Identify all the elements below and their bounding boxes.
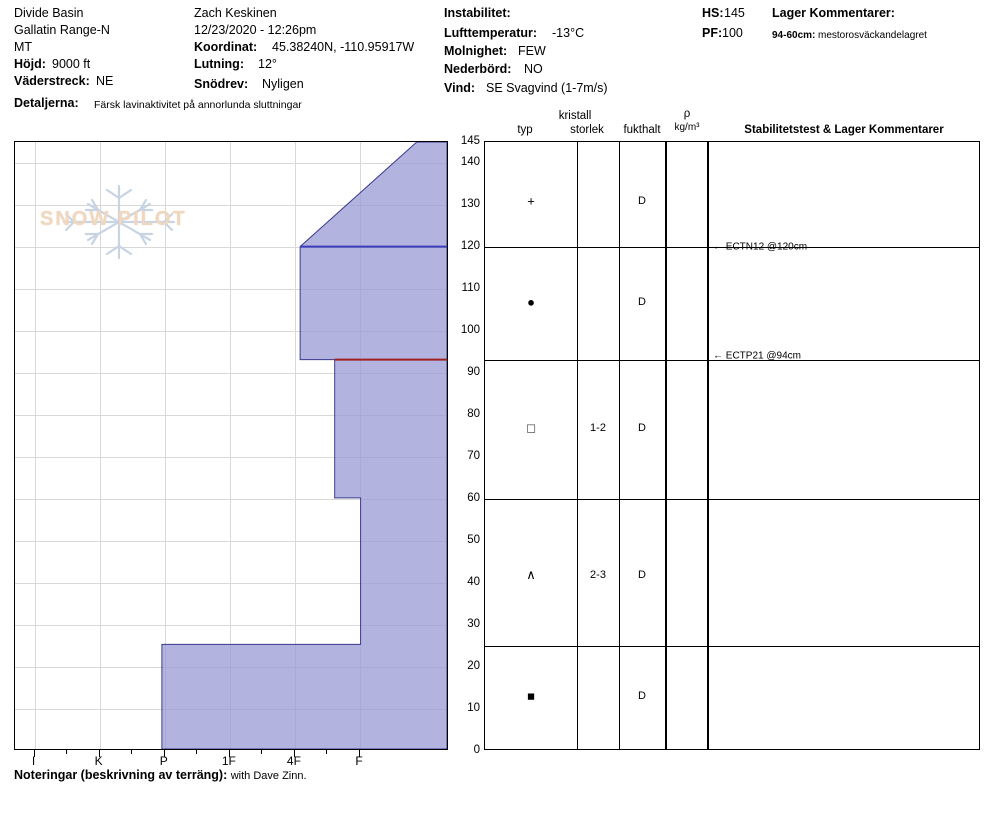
label-nederbord: Nederbörd: [444, 62, 512, 76]
hardness-area-path [162, 142, 447, 749]
grain-type-symbol: ● [527, 294, 535, 310]
stability-test-label [713, 351, 801, 362]
wetness-value: D [638, 421, 646, 434]
grain-type-symbol: □ [527, 420, 535, 436]
hardness-minor-tick [131, 750, 132, 754]
wetness-value: D [638, 295, 646, 308]
hardness-minor-tick [66, 750, 67, 754]
grain-type-symbol: + [527, 193, 535, 209]
depth-tick-label: 10 [467, 702, 480, 714]
hardness-axis-label: 1F [221, 754, 236, 768]
depth-tick-label: 90 [467, 366, 480, 378]
depth-tick-label: 70 [467, 450, 480, 462]
layer-row-separator [667, 499, 707, 500]
label-lufttemperatur: Lufttemperatur: [444, 26, 538, 40]
label-lager-kommentarer: Lager Kommentarer: [772, 6, 895, 20]
layer-row-separator [667, 646, 707, 647]
stability-test-label [713, 242, 807, 253]
mountain-range: Gallatin Range-N [14, 23, 110, 37]
stability-column [708, 141, 980, 750]
wetness-value: D [638, 690, 646, 703]
value-vaderstreck: NE [96, 74, 114, 88]
value-molnighet: FEW [518, 44, 546, 58]
depth-tick-label: 80 [467, 408, 480, 420]
hardness-axis-label: F [355, 754, 363, 768]
grain-type-symbol: ■ [527, 688, 535, 704]
layer-row-separator [485, 360, 665, 361]
col-header-fukthalt: fukthalt [623, 124, 661, 136]
hardness-axis-label: 4F [286, 754, 301, 768]
depth-tick-label: 120 [460, 240, 480, 252]
column-separator [577, 142, 578, 749]
value-hs: 145 [724, 6, 745, 20]
grain-size-value: 2-3 [590, 568, 606, 581]
col-header-storlek: storlek [570, 124, 604, 136]
value-lufttemperatur: -13°C [552, 26, 585, 40]
col-header-kristall: kristall [558, 110, 592, 122]
hardness-axis-label: K [94, 754, 103, 768]
depth-axis [448, 135, 484, 756]
grain-columns [484, 141, 666, 750]
depth-tick-label: 110 [461, 282, 480, 294]
layer-row-separator [485, 646, 665, 647]
layer-row-separator [667, 247, 707, 248]
label-detaljerna: Detaljerna: [14, 96, 79, 110]
label-molnighet: Molnighet: [444, 44, 508, 58]
value-pf: 100 [722, 26, 743, 40]
depth-tick-label: 60 [467, 492, 480, 504]
layer-row-separator [709, 646, 979, 647]
label-vaderstreck: Väderstreck: [14, 74, 90, 88]
wetness-value: D [638, 568, 646, 581]
logo-text: SNOW PILOT [40, 208, 187, 230]
col-header-rho: ρ [683, 108, 691, 120]
layer-row-separator [667, 360, 707, 361]
depth-tick-label: 20 [467, 660, 480, 672]
layer-comment-depth: 94-60cm: [772, 30, 816, 41]
state: MT [14, 40, 33, 54]
depth-tick-label: 50 [467, 534, 480, 546]
hardness-minor-tick [326, 750, 327, 754]
footer-notes [14, 768, 307, 782]
label-lutning: Lutning: [194, 57, 244, 71]
layer-row-separator [709, 499, 979, 500]
grain-size-value: 1-2 [590, 421, 606, 434]
footer-label: Noteringar (beskrivning av terräng): [14, 768, 228, 782]
observer-name: Zach Keskinen [194, 6, 277, 20]
value-snodrev: Nyligen [262, 77, 304, 91]
label-hs: HS: [702, 6, 724, 20]
label-koordinat: Koordinat: [194, 40, 258, 54]
hardness-minor-tick [196, 750, 197, 754]
col-header-stability: Stabilitetstest & Lager Kommentarer [744, 124, 944, 136]
label-snodrev: Snödrev: [194, 77, 249, 91]
stability-test-text: ECTN12 @120cm [725, 241, 808, 253]
value-vind: SE Svagvind (1-7m/s) [486, 81, 608, 95]
hardness-axis-label: I [31, 754, 36, 768]
label-hojd: Höjd: [14, 57, 46, 71]
value-koordinat: 45.38240N, -110.95917W [272, 40, 415, 54]
value-detaljerna: Färsk lavinaktivitet på annorlunda sluttningar [94, 99, 302, 111]
layer-row-separator [485, 499, 665, 500]
arrow-left-icon: ← [713, 350, 726, 362]
depth-tick-label: 100 [460, 324, 480, 336]
value-lutning: 12° [258, 57, 277, 71]
depth-tick-label: 30 [467, 618, 480, 630]
label-pf: PF: [702, 26, 723, 40]
depth-tick-label: 140 [460, 156, 480, 168]
grain-type-symbol: ∧ [526, 566, 536, 582]
layer-comment-text: mestorosväckandelagret [818, 30, 927, 41]
stability-test-text: ECTP21 @94cm [725, 350, 801, 362]
hardness-axis-label: P [159, 754, 168, 768]
layer-row-separator [485, 247, 665, 248]
depth-tick-label: 145 [460, 135, 480, 147]
label-instabilitet: Instabilitet: [444, 6, 511, 20]
col-header-typ: typ [517, 124, 533, 136]
location-name: Divide Basin [14, 6, 84, 20]
hardness-minor-tick [261, 750, 262, 754]
value-hojd: 9000 ft [52, 57, 91, 71]
depth-tick-label: 0 [473, 744, 480, 756]
depth-tick-label: 130 [460, 198, 480, 210]
depth-tick-label: 40 [467, 576, 480, 588]
footer-text: with Dave Zinn. [230, 770, 307, 782]
wetness-value: D [638, 194, 646, 207]
column-separator [619, 142, 620, 749]
arrow-left-icon: ← [713, 241, 726, 253]
col-header-rho-units: kg/m³ [674, 122, 700, 133]
density-column [666, 141, 708, 750]
label-vind: Vind: [444, 81, 476, 95]
observation-datetime: 12/23/2020 - 12:26pm [194, 23, 317, 37]
value-nederbord: NO [524, 62, 543, 76]
snowpilot-logo [34, 182, 204, 262]
